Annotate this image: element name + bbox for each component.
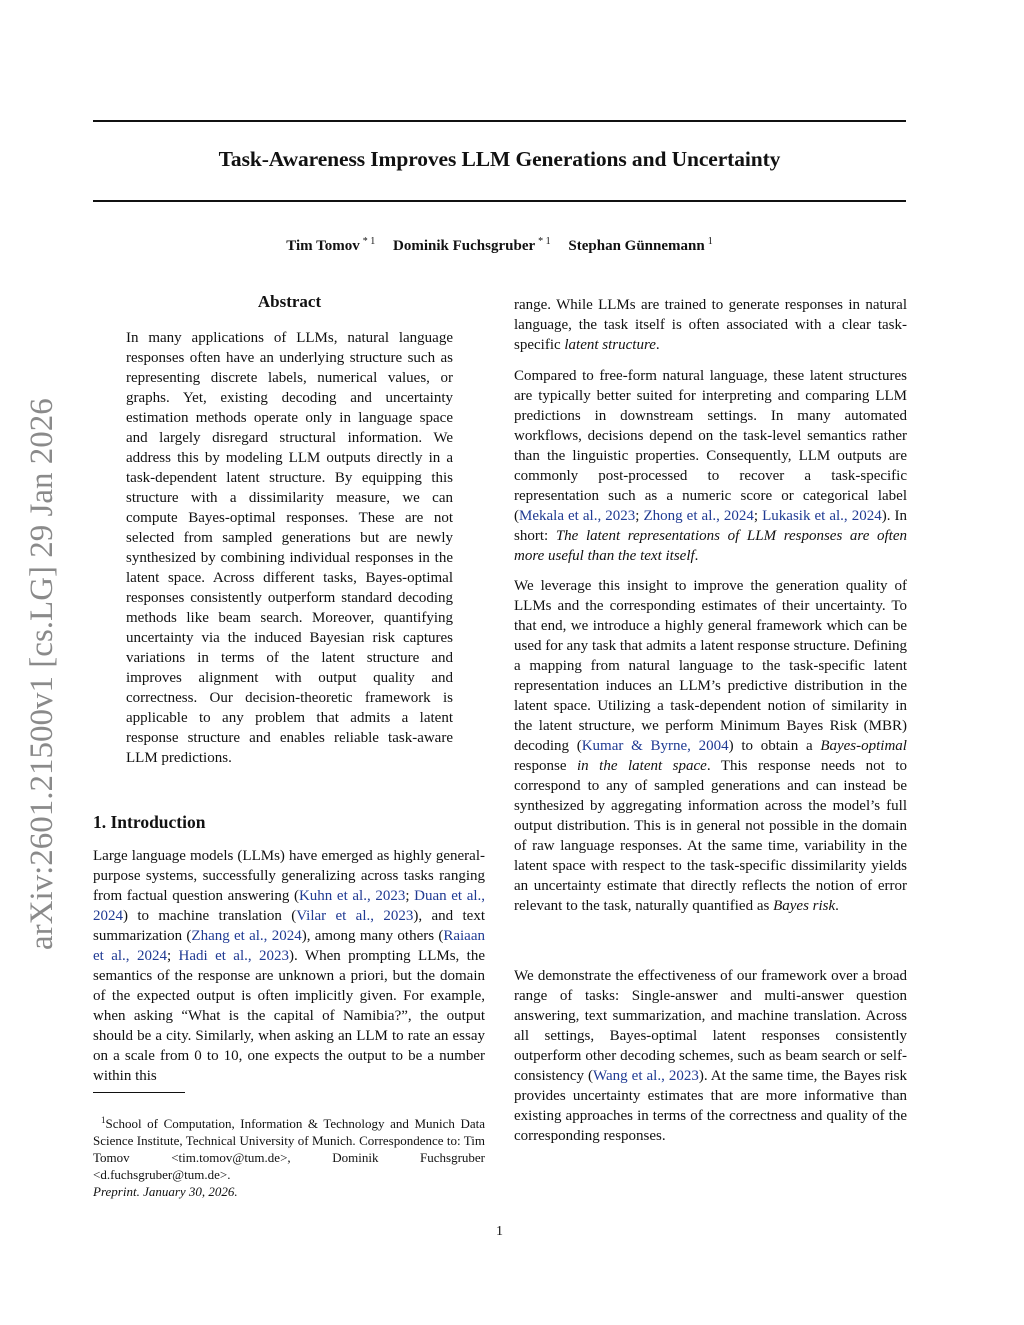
citation-link[interactable]: Zhang et al., 2024: [191, 928, 302, 944]
author-name: Tim Tomov: [286, 238, 360, 254]
right-paragraph-1: [514, 295, 907, 355]
paper-title: Task-Awareness Improves LLM Generations and Uncertainty: [218, 147, 781, 171]
text-segment: ). At the same time, the Bayes risk provides uncertainty estimates that are more informative than existing approaches in terms of the correctness and quality of the corresponding responses.: [514, 1068, 907, 1144]
text-segment: range. While LLMs are trained to generate responses in natural language, the task itself is often associated with a clear task-specific: [514, 297, 907, 353]
text-segment: ). In short:: [514, 508, 907, 544]
author-list: [93, 236, 906, 255]
title-rule-top: [93, 120, 906, 122]
emphasis: Bayes-optimal: [820, 738, 907, 754]
introduction-heading: 1. Introduction: [93, 812, 206, 832]
right-paragraph-3: [514, 576, 907, 916]
author-1: [286, 238, 375, 254]
text-segment: ) to machine translation (: [123, 908, 297, 924]
author-affiliation-mark: * 1: [538, 236, 551, 247]
text-segment: .: [835, 898, 839, 914]
text-segment: ), and text summarization (: [93, 908, 485, 944]
footnote-rule: [93, 1092, 185, 1093]
affiliation-footnote: [93, 1112, 485, 1183]
emphasis: latent structure: [564, 337, 656, 353]
footnote-text: School of Computation, Information & Technology and Munich Data Science Institute, Technical University of Munich. Correspondence to: Tim Tomov <tim.tomov@tum.de>, Dominik Fuchsgruber <d.fuchsgruber@tum.de>.: [93, 1116, 485, 1182]
text-segment: ;: [166, 948, 179, 964]
emphasis: Bayes risk: [773, 898, 836, 914]
citation-link[interactable]: Vilar et al., 2023: [296, 908, 414, 924]
text-segment: We leverage this insight to improve the generation quality of LLMs and the corresponding estimates of their uncertainty. To that end, we introduce a highly general framework which can be used for any task that admits a latent response structure. Defining a mapping from natural language to the task-specific latent representation induces an LLM’s predictive distribution in the latent space. Utilizing a task-dependent notion of similarity in the latent structure, we perform Minimum Bayes Risk (MBR) decoding (: [514, 578, 907, 754]
text-segment: ). When prompting LLMs, the semantics of the response are unknown a priori, but the domain of the expected output is often implicitly given. For example, when asking “What is the capital of Namibia?”, the output should be a city. Similarly, when asking an LLM to rate an essay on a scale from 0 to 10, one expects the output to be a number within this: [93, 948, 486, 1084]
citation-link[interactable]: Mekala et al., 2023: [519, 508, 636, 524]
text-segment: We demonstrate the effectiveness of our framework over a broad range of tasks: Single-answer and multi-answer question answering, text summarization, and machine translation. Across all settings, Bayes-optimal latent responses consistently outperform other decoding schemes, such as beam search or self-consistency (: [514, 968, 907, 1084]
author-name: Stephan Günnemann: [568, 238, 705, 254]
emphasis: The latent representations of LLM responses are often more useful than the text itself: [514, 528, 908, 564]
citation-link[interactable]: Wang et al., 2023: [593, 1068, 699, 1084]
author-affiliation-mark: * 1: [362, 236, 376, 247]
citation-link[interactable]: Zhong et al., 2024: [643, 508, 754, 524]
abstract-heading: Abstract: [257, 292, 322, 311]
author-name: Dominik Fuchsgruber: [393, 238, 536, 254]
emphasis: in the latent space: [577, 758, 707, 774]
text-segment: ;: [753, 508, 763, 524]
text-segment: Large language models (LLMs) have emerged as highly general-purpose systems, successfully generalizing across tasks ranging from factual question answering (: [93, 848, 485, 904]
text-segment: ) to obtain a: [728, 738, 821, 754]
text-segment: Compared to free-form natural language, these latent structures are typically better suited for interpreting and comparing LLM predictions in downstream settings. In many automated workflows, decisions depend on the task-level semantics rather than the linguistic properties. Consequently, LLM outputs are commonly post-processed to recover a task-specific representation such as a numeric score or categorical label (: [514, 368, 907, 524]
author-2: [393, 238, 551, 254]
title-rule-bottom: [93, 200, 906, 202]
text-segment: . This response needs not to correspond to any of sampled generations and can instead be synthesized by aggregating information across the model’s full output distribution. This is in general not possible in the domain of raw language responses. At the same time, variability in the latent space with respect to the task-specific dissimilarity yields an uncertainty estimate that directly reflects the notion of error relevant to the task, naturally quantified as: [514, 758, 907, 914]
introduction-paragraph: [93, 846, 485, 1086]
citation-link[interactable]: Duan et al., 2024: [93, 888, 486, 924]
text-segment: response: [514, 758, 577, 774]
footnote-mark: 1: [101, 1115, 106, 1125]
text-segment: ;: [405, 888, 415, 904]
preprint-notice: Preprint. January 30, 2026.: [93, 1184, 238, 1199]
page-number: 1: [496, 1224, 503, 1239]
citation-link[interactable]: Lukasik et al., 2024: [762, 508, 882, 524]
citation-link[interactable]: Raiaan et al., 2024: [93, 928, 485, 964]
text-segment: ), among many others (: [301, 928, 444, 944]
citation-link[interactable]: Hadi et al., 2023: [178, 948, 290, 964]
right-paragraph-4: [514, 966, 907, 1146]
arxiv-identifier-stamp: arXiv:2601.21500v1 [cs.LG] 29 Jan 2026: [24, 398, 60, 950]
text-segment: .: [694, 548, 699, 564]
citation-link[interactable]: Kumar & Byrne, 2004: [581, 738, 729, 754]
citation-link[interactable]: Kuhn et al., 2023: [298, 888, 406, 904]
author-3: [568, 238, 712, 254]
text-segment: ;: [635, 508, 644, 524]
text-segment: .: [655, 337, 660, 353]
right-paragraph-2: [514, 366, 907, 566]
abstract-text: In many applications of LLMs, natural language responses often have an underlying structure such as representing discrete labels, numerical values, or graphs. Yet, existing decoding and uncertainty estimation methods operate only in language space and largely disregard structural information. We address this by modeling LLM outputs directly in a task-dependent latent structure. By equipping this structure with a dissimilarity measure, we can compute Bayes-optimal responses. These are not selected from sampled generations but are newly synthesized by combining individual responses in the latent space. Across different tasks, Bayes-optimal responses consistently outperform standard decoding methods like beam search. Moreover, quantifying uncertainty via the induced Bayesian risk captures variations in terms of the latent structure and improves alignment with output quality and correctness. Our decision-theoretic framework is applicable to any problem that admits a latent response structure and enables reliable task-aware LLM predictions.: [126, 330, 453, 766]
author-affiliation-mark: 1: [707, 236, 713, 247]
